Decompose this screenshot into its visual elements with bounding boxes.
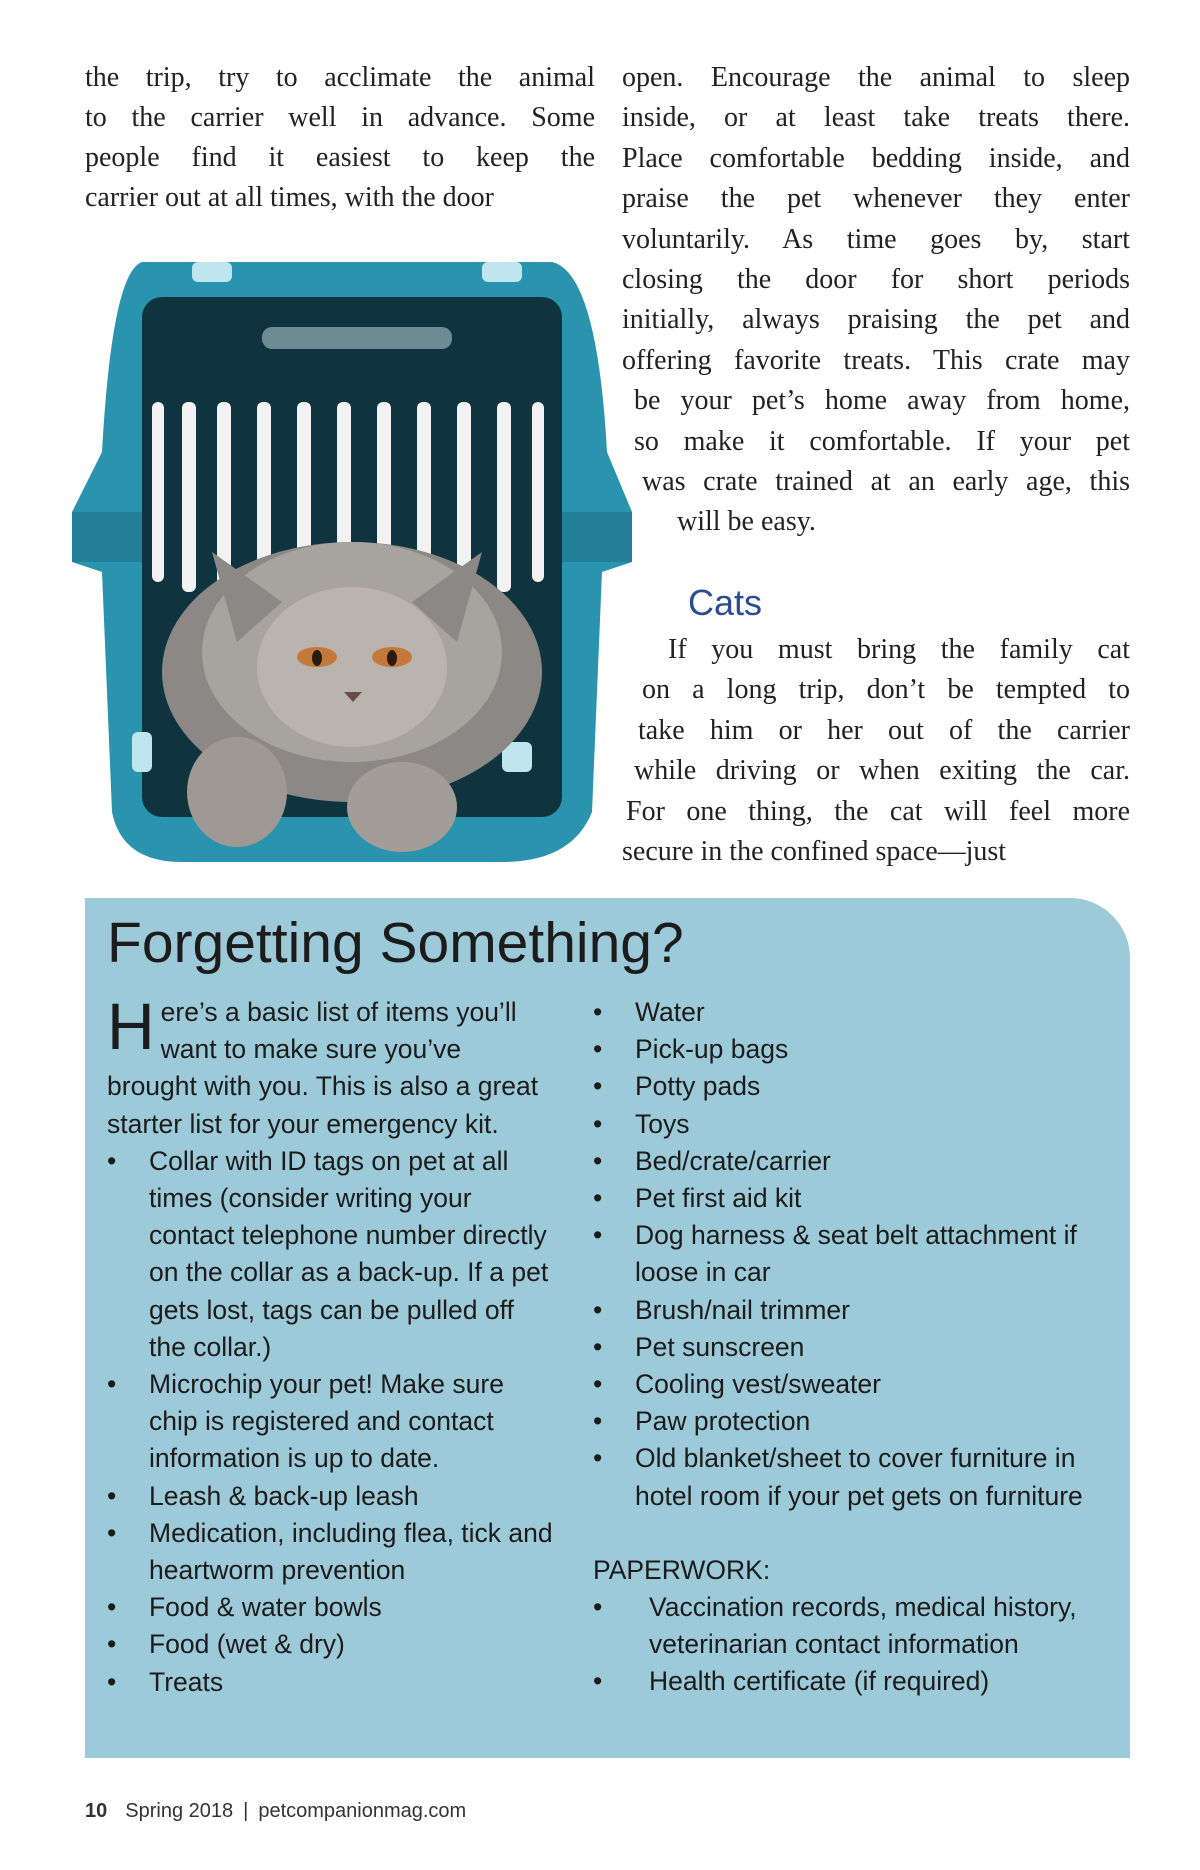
text-line: to the carrier well in advance. Some [85,102,595,133]
text-line: inside, or at least take treats there. [622,102,1130,134]
text-line: secure in the confined space—just [622,836,1007,868]
issue-date: Spring 2018 [125,1800,234,1822]
sidebar-right-column [593,994,1113,1701]
text-line: carrier out at all times, with the door [85,182,494,213]
section-heading-cats: Cats [688,582,763,623]
sidebar-intro [107,989,557,1143]
list-item: • Vaccination records, medical history, veterinarian contact information [593,1589,1113,1663]
page-footer [85,1800,466,1823]
text-line: praise the pet whenever they enter [622,183,1130,215]
list-item: • Pick-up bags [593,1031,1113,1068]
checklist-left [107,1143,557,1701]
article-right-paragraph [622,58,1130,543]
text-line: take him or her out of the carrier [638,714,1130,746]
list-item: • Brush/nail trimmer [593,1292,1113,1329]
text-line: be your pet’s home away from home, [634,385,1130,417]
text-line: For one thing, the cat will feel more [626,795,1130,827]
list-item: • Pet first aid kit [593,1180,1113,1217]
list-item: • Old blanket/sheet to cover furniture in hotel room if your pet gets on furniture [593,1440,1113,1514]
text-line: voluntarily. As time goes by, start [622,223,1130,255]
list-item: • Treats [107,1664,557,1701]
list-item: • Health certificate (if required) [593,1663,1113,1700]
text-line: If you must bring the family cat [668,634,1130,665]
list-item: • Medication, including flea, tick and heartworm prevention [107,1515,557,1589]
text-line: open. Encourage the animal to sleep [622,62,1130,93]
intro-text: ere’s a basic list of items you’ll want to make sure you’ve brought with you. This is also a great starter list for your emergency kit. [107,997,539,1139]
list-item: • Dog harness & seat belt attachment if loose in car [593,1217,1113,1291]
forgetting-something-sidebar [85,898,1130,1758]
checklist-right [593,994,1113,1515]
text-line: people find it easiest to keep the [85,142,595,173]
list-item: • Water [593,994,1113,1031]
list-item: • Food (wet & dry) [107,1626,557,1663]
list-item: • Leash & back-up leash [107,1478,557,1515]
list-item: • Toys [593,1106,1113,1143]
paperwork-list [593,1589,1113,1701]
list-item: • Pet sunscreen [593,1329,1113,1366]
text-line: on a long trip, don’t be tempted to [642,674,1130,706]
website-url: petcompanionmag.com [258,1800,467,1822]
text-line: Place comfortable bedding inside, and [622,142,1130,174]
sidebar-title: Forgetting Something? [107,911,684,975]
text-line: was crate trained at an early age, this [642,466,1130,498]
text-line: offering favorite treats. This crate may [622,344,1130,376]
text-line: so make it comfortable. If your pet [634,425,1130,457]
footer-separator: | [243,1800,249,1822]
dropcap-letter: H [107,989,155,1063]
paperwork-heading: PAPERWORK: [593,1554,771,1585]
list-item: • Collar with ID tags on pet at all times (consider writing your contact telephone number directly on the collar as a back-up. If a pet gets lost, tags can be pulled off the collar.) [107,1143,557,1366]
text-line: initially, always praising the pet and [622,304,1130,336]
list-item: • Microchip your pet! Make sure chip is registered and contact information is up to date. [107,1366,557,1478]
list-item: • Potty pads [593,1068,1113,1105]
text-line: will be easy. [677,506,816,538]
cats-paragraph [622,630,1130,872]
text-line: closing the door for short periods [622,264,1130,296]
article-left-paragraph [85,58,595,218]
cat-in-carrier-photo [32,252,682,872]
list-item: • Bed/crate/carrier [593,1143,1113,1180]
page-number: 10 [85,1800,108,1822]
sidebar-left-column [107,989,557,1701]
list-item: • Cooling vest/sweater [593,1366,1113,1403]
text-line: while driving or when exiting the car. [634,755,1130,787]
list-item: • Paw protection [593,1403,1113,1440]
text-line: the trip, try to acclimate the animal [85,62,595,93]
list-item: • Food & water bowls [107,1589,557,1626]
